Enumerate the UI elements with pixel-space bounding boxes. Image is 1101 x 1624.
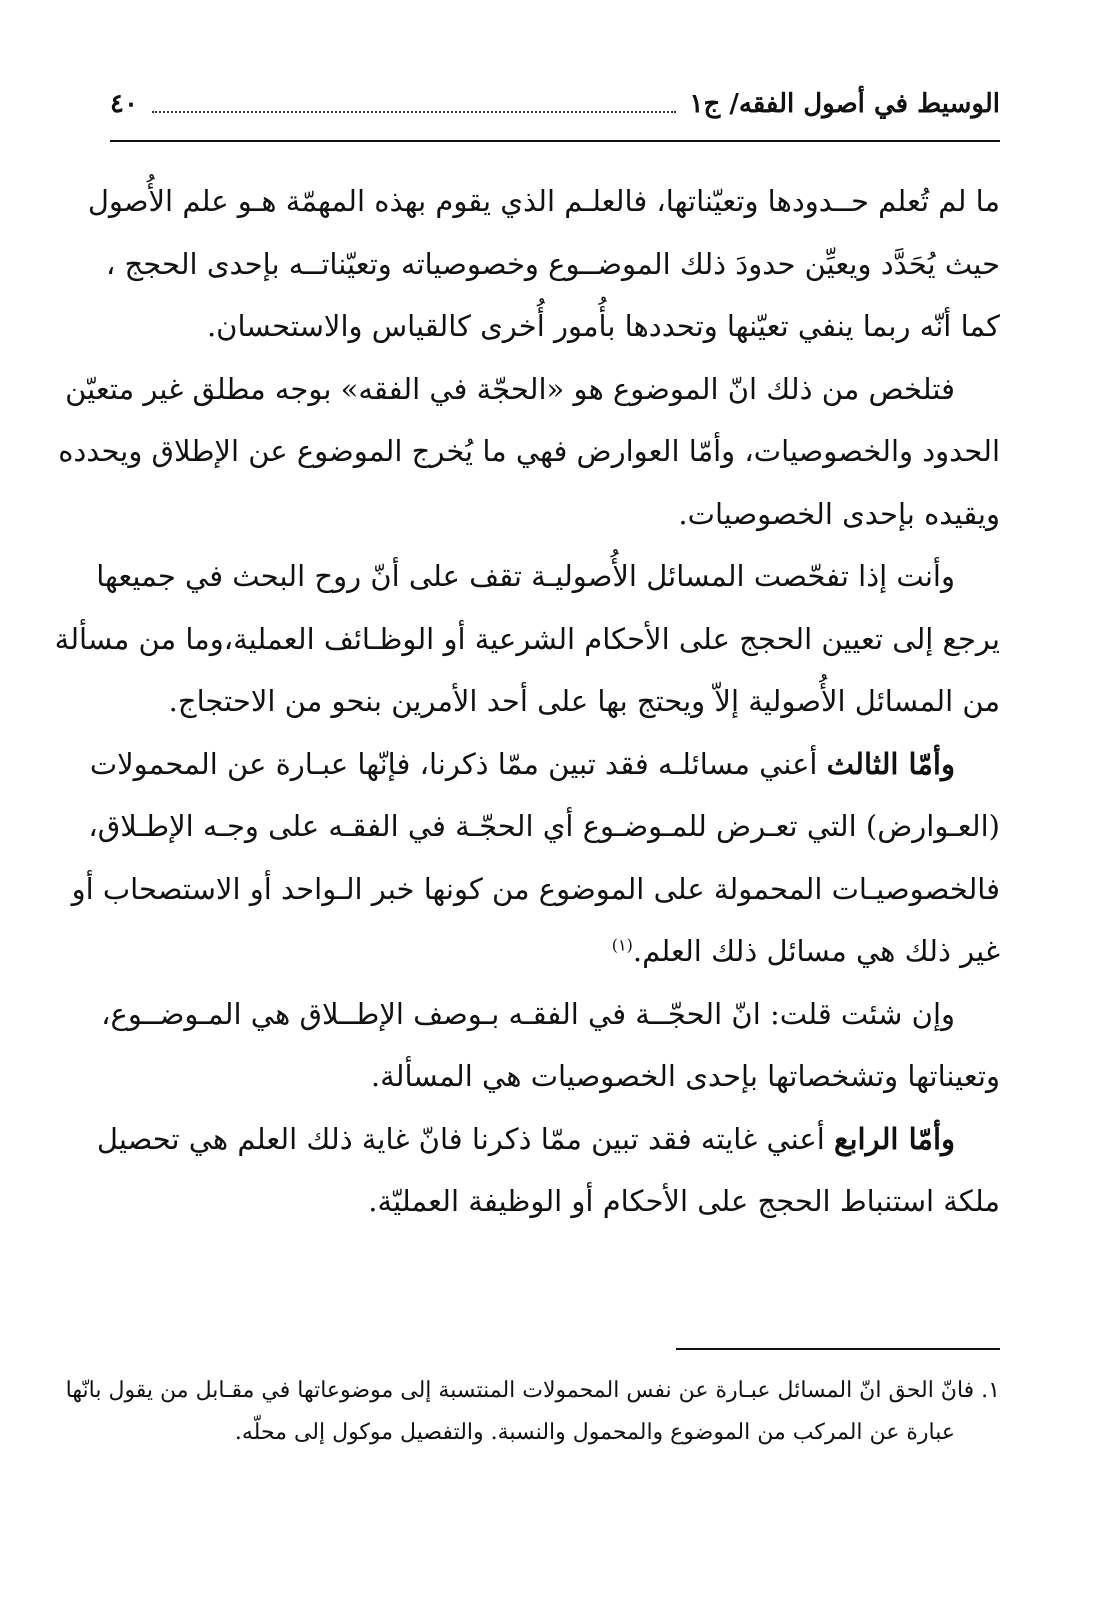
text-line — [96, 1108, 1000, 1171]
text-line: ملكة استنباط الحجج على الأحكام أو الوظيفة العمليّة. — [368, 1184, 1000, 1218]
paragraph-6 — [96, 1108, 1000, 1233]
text-line: فتلخص من ذلك انّ الموضوع هو «الحجّة في الفقه» بوجه مطلق غير متعيّن — [65, 371, 955, 406]
text-line: وإن شئت قلت: انّ الحجّــة في الفقـه بـوصف الإطــلاق هي المـوضــوع، — [101, 996, 955, 1031]
text-line-rest: أعني مسائلـه فقد تبين ممّا ذكرنا، فإنّها عبـارة عن المحمولات — [89, 746, 827, 781]
footnotes — [65, 1370, 1000, 1454]
text-line: (العـوارض) التي تعـرض للمـوضـوع أي الحجّـة في الفقـه على وجـه الإطـلاق، — [88, 809, 1000, 843]
page-number: ٤٠ — [110, 89, 138, 119]
footnote-rule — [676, 1348, 1000, 1350]
text-line: من المسائل الأُصولية إلاّ ويحتج بها على أحد الأمرين بنحو من الاحتجاج. — [168, 684, 1000, 718]
text-line — [89, 733, 1000, 796]
section-lead: وأمّا الرابع — [834, 1121, 955, 1156]
footnote-line: ١. فانّ الحق انّ المسائل عبـارة عن نفس المحمولات المنتسبة إلى موضوعاتها في مقـابل من يقول بانّها — [65, 1378, 1000, 1403]
text-line: فالخصوصيـات المحمولة على الموضوع من كونها خبر الـواحد أو الاستصحاب أو — [71, 871, 1000, 906]
text-line-content: غير ذلك هي مسائل ذلك العلم. — [632, 934, 1000, 968]
footnote-marker[interactable]: (١) — [611, 935, 633, 955]
text-line — [110, 920, 1000, 983]
text-line: وأنت إذا تفحّصت المسائل الأُصوليـة تقف على أنّ روح البحث في جميعها — [96, 559, 955, 593]
text-line: حيث يُحَدَّد ويعيِّن حدودَ ذلك الموضــوع وخصوصياته وتعيّناتــه بإحدى الحجج ، — [105, 246, 1000, 281]
paragraph-1 — [87, 170, 1000, 358]
text-line: ويقيده بإحدى الخصوصيات. — [678, 496, 1000, 531]
text-line: كما أنّه ربما ينفي تعيّنها وتحددها بأُمور أُخرى كالقياس والاستحسان. — [206, 309, 1000, 343]
running-header — [110, 82, 1000, 126]
section-lead: وأمّا الثالث — [826, 746, 955, 781]
text-line: وتعيناتها وتشخصاتها بإحدى الخصوصيات هي المسألة. — [370, 1059, 1000, 1093]
text-line: يرجع إلى تعيين الحجج على الأحكام الشرعية أو الوظـائف العملية،وما من مسألة — [54, 621, 1000, 656]
main-text — [54, 170, 1000, 1233]
book-title: الوسيط في أصول الفقه/ ج١ — [689, 89, 1000, 119]
header-rule — [110, 140, 1000, 142]
paragraph-3 — [54, 545, 1000, 733]
text-line-rest: أعني غايته فقد تبين ممّا ذكرنا فانّ غاية ذلك العلم هي تحصيل — [96, 1121, 835, 1156]
paragraph-5 — [101, 983, 1000, 1108]
footnote-line: عبارة عن المركب من الموضوع والمحمول والنسبة. والتفصيل موكول إلى محلّه. — [234, 1420, 955, 1445]
paragraph-2 — [58, 358, 1000, 546]
paragraph-4 — [71, 733, 1000, 983]
text-line: الحدود والخصوصيات، وأمّا العوارض فهي ما يُخرج الموضوع عن الإطلاق ويحدده — [58, 434, 1000, 468]
text-line: ما لم تُعلم حــدودها وتعيّناتها، فالعلـم الذي يقوم بهذه المهمّة هـو علم الأُصول — [87, 184, 1000, 218]
header-dotted-leader — [152, 111, 676, 113]
